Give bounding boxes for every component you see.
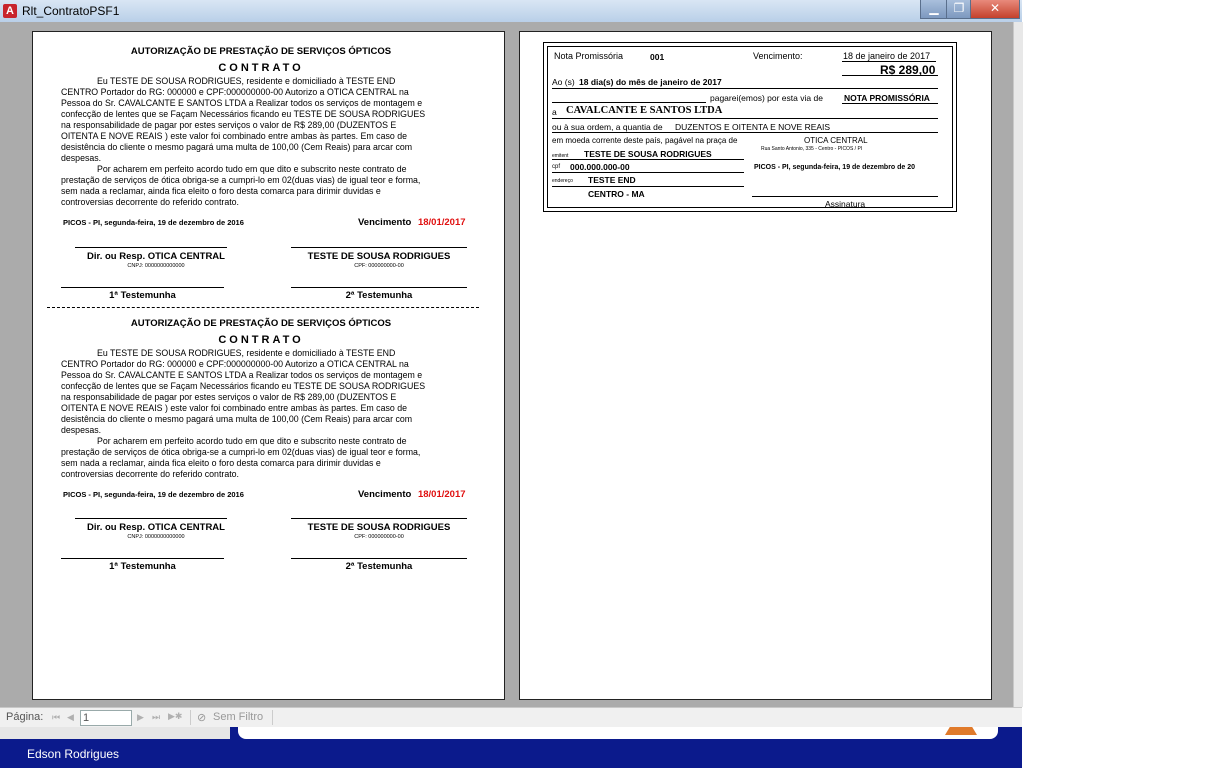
vertical-scrollbar[interactable] bbox=[1013, 22, 1023, 707]
contract-line: CENTRO Portador do RG: 000000 e CPF:000000000-00 Autorizo a OTICA CENTRAL na bbox=[61, 87, 409, 97]
witness-line bbox=[61, 558, 224, 559]
contract-paragraph-2 bbox=[61, 436, 461, 480]
note-due-label: Vencimento: bbox=[753, 51, 803, 61]
note-payee: CAVALCANTE E SANTOS LTDA bbox=[566, 105, 723, 116]
witness-line bbox=[291, 558, 467, 559]
contract-copy-1 bbox=[61, 46, 461, 208]
note-underline bbox=[842, 103, 938, 104]
desktop-background bbox=[1022, 0, 1226, 768]
signature-client: TESTE DE SOUSA RODRIGUES bbox=[307, 522, 451, 533]
first-page-button[interactable]: ⏮ bbox=[52, 712, 61, 722]
contract-title: AUTORIZAÇÃO DE PRESTAÇÃO DE SERVIÇOS ÓPTICOS bbox=[130, 318, 392, 329]
witness-line bbox=[291, 287, 467, 288]
note-amount-words: DUZENTOS E OITENTA E NOVE REAIS bbox=[675, 122, 831, 132]
contract-line: Eu TESTE DE SOUSA RODRIGUES, residente e domiciliado à TESTE END bbox=[97, 348, 396, 358]
signature-client: TESTE DE SOUSA RODRIGUES bbox=[307, 251, 451, 262]
last-page-button[interactable]: ⏭ bbox=[152, 712, 161, 722]
signature-cnpj: CNPJ: 0000000000000 bbox=[127, 263, 185, 269]
taskbar-panel-left bbox=[0, 727, 230, 739]
contract-line: despesas. bbox=[61, 425, 102, 435]
note-due-date: 18 de janeiro de 2017 bbox=[843, 51, 931, 61]
maximize-button[interactable]: ❐ bbox=[946, 0, 972, 19]
signature-line bbox=[291, 247, 467, 248]
contract-place-date: PICOS - PI, segunda-feira, 19 de dezembro de 2016 bbox=[63, 218, 244, 227]
note-underline bbox=[552, 186, 744, 187]
note-place-address: Rua Santo Antonio, 335 - Centro - PICOS / PI bbox=[761, 146, 863, 152]
signature-line bbox=[291, 518, 467, 519]
signature-cpf: CPF: 000000000-00 bbox=[354, 263, 404, 269]
note-a-label: a bbox=[552, 107, 557, 117]
contract-line: desistência do cliente o mesmo pagará uma multa de 100,00 (Cem Reais) para arcar com bbox=[61, 414, 413, 424]
contract-paragraph-1 bbox=[61, 348, 461, 436]
note-cpf-label: cpf bbox=[552, 164, 561, 170]
app-icon: A bbox=[3, 4, 17, 18]
note-address-label: endereço bbox=[552, 178, 573, 184]
report-page-contract bbox=[32, 31, 505, 700]
new-record-button[interactable]: ▶✱ bbox=[168, 711, 183, 721]
witness-2: 2ª Testemunha bbox=[345, 290, 413, 301]
note-order-text: ou à sua ordem, a quantia de bbox=[552, 122, 663, 132]
contract-line: prestação de serviços de ótica obriga-se a cumpri-lo em 02(duas vias) de igual teor e forma, bbox=[61, 175, 421, 185]
contract-heading: CONTRATO bbox=[218, 62, 304, 74]
note-number: 001 bbox=[650, 52, 665, 62]
note-place-date: PICOS - PI, segunda-feira, 19 de dezembro de 20 bbox=[754, 164, 916, 171]
status-divider bbox=[272, 710, 275, 725]
note-pay-text: pagarei(emos) por esta via de bbox=[710, 93, 823, 103]
contract-line: prestação de serviços de ótica obriga-se a cumpri-lo em 02(duas vias) de igual teor e forma, bbox=[61, 447, 421, 457]
due-date: 18/01/2017 bbox=[417, 489, 466, 500]
signature-otica: Dir. ou Resp. OTICA CENTRAL bbox=[87, 522, 225, 533]
contract-line: CENTRO Portador do RG: 000000 e CPF:000000000-00 Autorizo a OTICA CENTRAL na bbox=[61, 359, 409, 369]
contract-copy-2 bbox=[61, 318, 461, 480]
note-amount: R$ 289,00 bbox=[880, 63, 936, 77]
cut-line bbox=[47, 307, 479, 308]
signature-line bbox=[752, 196, 938, 197]
contract-line: confecção de lentes que se Façam Necessários ficando eu TESTE DE SOUSA RODRIGUES bbox=[61, 381, 426, 391]
signature-line bbox=[75, 518, 227, 519]
window-titlebar bbox=[0, 0, 1022, 23]
note-underline bbox=[552, 172, 744, 173]
contract-line: na responsabilidade de pagar por estes serviços o valor de R$ 289,00 (DUZENTOS E bbox=[61, 120, 397, 130]
witness-line bbox=[61, 287, 224, 288]
contract-line: Pessoa do Sr. CAVALCANTE E SANTOS LTDA a Realizar todos os serviços de montagem e bbox=[61, 370, 423, 380]
contract-line: despesas. bbox=[61, 153, 102, 163]
note-place-name: OTICA CENTRAL bbox=[804, 136, 868, 145]
contract-line: Por acharem em perfeito acordo tudo em que dito e subscrito neste contrato de bbox=[97, 436, 407, 446]
due-date-row bbox=[358, 217, 466, 228]
taskbar-indicator bbox=[945, 727, 977, 735]
previous-page-button[interactable]: ◀ bbox=[67, 712, 74, 722]
record-navigation-bar bbox=[0, 707, 1022, 728]
contract-line: Eu TESTE DE SOUSA RODRIGUES, residente e domiciliado à TESTE END bbox=[97, 76, 396, 86]
note-underline bbox=[842, 61, 936, 62]
contract-title: AUTORIZAÇÃO DE PRESTAÇÃO DE SERVIÇOS ÓPTICOS bbox=[130, 46, 392, 57]
taskbar-panel bbox=[238, 727, 998, 739]
contract-line: Por acharem em perfeito acordo tudo em que dito e subscrito neste contrato de bbox=[97, 164, 407, 174]
due-label: Vencimento bbox=[358, 217, 412, 228]
window-title: Rlt_ContratoPSF1 bbox=[22, 4, 120, 18]
contract-line: OITENTA E NOVE REAIS ) este valor foi combinado entre ambas às partes. Em caso de bbox=[61, 403, 407, 413]
contract-paragraph-2 bbox=[61, 164, 461, 208]
note-issuer: TESTE DE SOUSA RODRIGUES bbox=[584, 149, 712, 159]
contract-line: na responsabilidade de pagar por estes serviços o valor de R$ 289,00 (DUZENTOS E bbox=[61, 392, 397, 402]
signature-line bbox=[75, 247, 227, 248]
filter-toggle[interactable] bbox=[190, 710, 267, 725]
contract-place-date: PICOS - PI, segunda-feira, 19 de dezembro de 2016 bbox=[63, 490, 244, 499]
contract-line: OITENTA E NOVE REAIS ) este valor foi combinado entre ambas às partes. Em caso de bbox=[61, 131, 407, 141]
note-type: NOTA PROMISSÓRIA bbox=[844, 93, 930, 103]
witness-2: 2ª Testemunha bbox=[345, 561, 413, 572]
page-number-input[interactable]: 1 bbox=[80, 710, 132, 726]
due-date: 18/01/2017 bbox=[417, 217, 466, 228]
witness-1: 1ª Testemunha bbox=[109, 561, 176, 572]
note-ao-label: Ao (s) bbox=[552, 77, 575, 87]
current-user: Edson Rodrigues bbox=[27, 747, 120, 761]
contract-line: sem nada a reclamar, ainda fica eleito o foro desta comarca para dirimir duvidas e bbox=[61, 186, 381, 196]
note-currency-text: em moeda corrente deste país, pagável na praça de bbox=[552, 136, 738, 145]
report-page-note bbox=[519, 31, 992, 700]
note-underline bbox=[552, 88, 938, 89]
signature-cnpj: CNPJ: 0000000000000 bbox=[127, 534, 185, 540]
close-button[interactable]: ✕ bbox=[970, 0, 1020, 19]
witness-1: 1ª Testemunha bbox=[109, 290, 176, 301]
note-cpf: 000.000.000-00 bbox=[570, 162, 630, 172]
contract-line: sem nada a reclamar, ainda fica eleito o foro desta comarca para dirimir duvidas e bbox=[61, 458, 381, 468]
contract-line: desistência do cliente o mesmo pagará uma multa de 100,00 (Cem Reais) para arcar com bbox=[61, 142, 413, 152]
signature-cpf: CPF: 000000000-00 bbox=[354, 534, 404, 540]
note-issuer-label: emitent bbox=[552, 153, 569, 159]
contract-line: controversias decorrente do referido contrato. bbox=[61, 469, 239, 479]
note-signature-label: Assinatura bbox=[825, 199, 866, 209]
contract-line: controversias decorrente do referido contrato. bbox=[61, 197, 239, 207]
note-label: Nota Promissória bbox=[554, 51, 624, 61]
contract-line: Pessoa do Sr. CAVALCANTE E SANTOS LTDA a Realizar todos os serviços de montagem e bbox=[61, 98, 423, 108]
note-ao-text: 18 dia(s) do mês de janeiro de 2017 bbox=[579, 77, 722, 87]
filter-label: Sem Filtro bbox=[213, 711, 264, 723]
filter-icon: ⊘ bbox=[197, 712, 207, 724]
next-page-button[interactable]: ▶ bbox=[137, 712, 144, 722]
note-underline bbox=[552, 102, 706, 103]
contract-heading: CONTRATO bbox=[218, 334, 304, 346]
contract-line: confecção de lentes que se Façam Necessários ficando eu TESTE DE SOUSA RODRIGUES bbox=[61, 109, 426, 119]
note-underline bbox=[552, 132, 938, 133]
note-underline bbox=[552, 118, 938, 119]
due-date-row bbox=[358, 489, 466, 500]
page-label: Página: bbox=[6, 711, 44, 723]
note-address-2: CENTRO - MA bbox=[588, 189, 645, 199]
contract-paragraph-1 bbox=[61, 76, 461, 164]
note-underline bbox=[552, 159, 744, 160]
due-label: Vencimento bbox=[358, 489, 412, 500]
note-address-1: TESTE END bbox=[588, 175, 636, 185]
note-underline bbox=[842, 75, 938, 76]
signature-otica: Dir. ou Resp. OTICA CENTRAL bbox=[87, 251, 225, 262]
minimize-button[interactable]: ▁ bbox=[920, 0, 948, 19]
